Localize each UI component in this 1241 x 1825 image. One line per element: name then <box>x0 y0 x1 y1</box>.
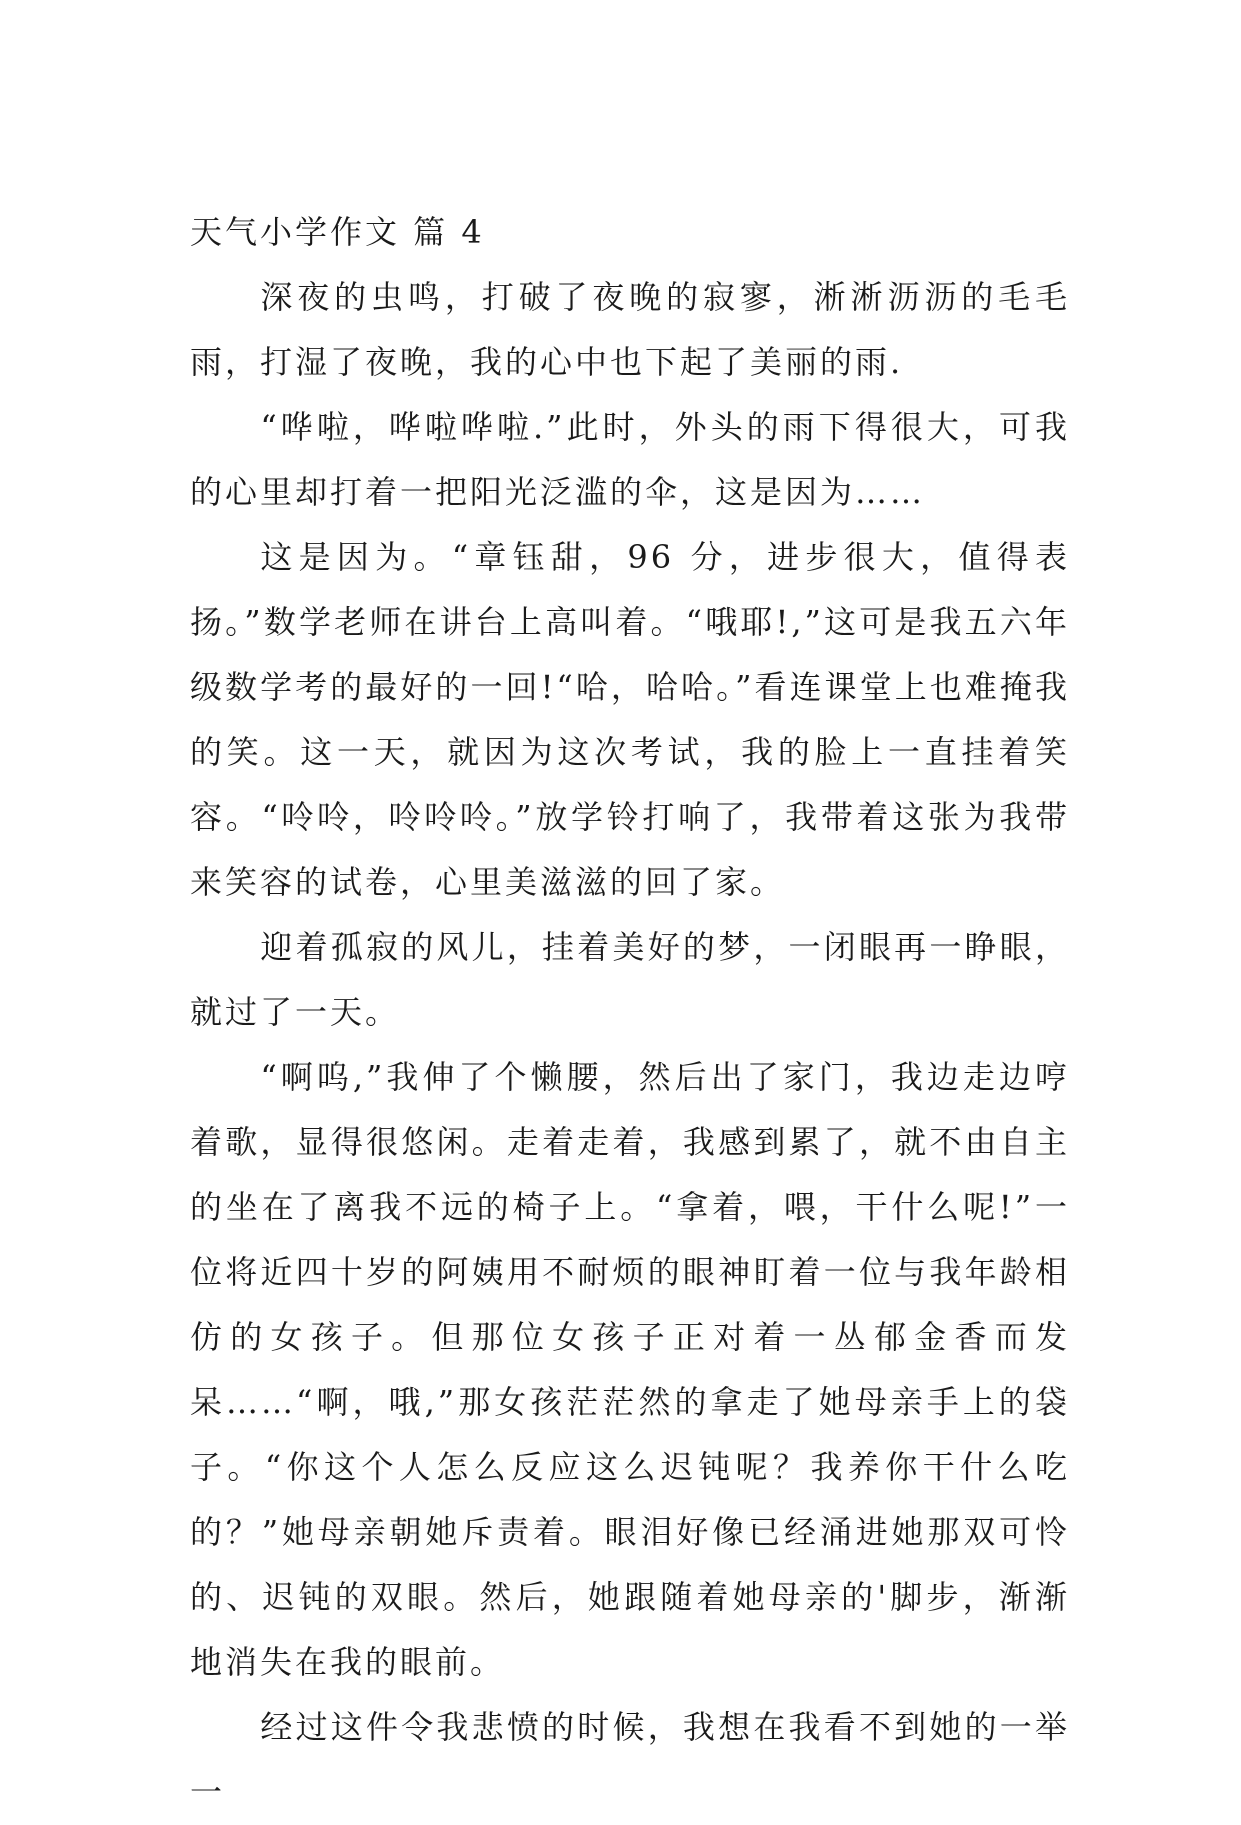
document-body <box>190 200 1070 1825</box>
paragraph: 经过这件令我悲愤的时候，我想在我看不到她的一举一 <box>190 1708 1070 1811</box>
paragraph: 这是因为。“章钰甜，96 分，进步很大，值得表扬。”数学老师在讲台上高叫着。“哦耶!,”这可是我五六年级数学考的最好的一回!“哈，哈哈。”看连课堂上也难掩我的笑。这一天，就因为这次考试，我的脸上一直挂着笑容。“呤呤，呤呤呤。”放学铃打响了，我带着这张为我带来笑容的试卷，心里美滋滋的回了家。 <box>190 538 1070 901</box>
document-title: 天气小学作文 篇 4 <box>190 213 485 251</box>
paragraph: “哗啦，哗啦哗啦.”此时，外头的雨下得很大，可我的心里却打着一把阳光泛滥的伞，这是因为…… <box>190 408 1070 511</box>
paragraph: 迎着孤寂的风儿，挂着美好的梦，一闭眼再一睁眼，就过了一天。 <box>190 928 1070 1031</box>
paragraph: “啊呜,”我伸了个懒腰，然后出了家门，我边走边哼着歌，显得很悠闲。走着走着，我感到累了，就不由自主的坐在了离我不远的椅子上。“拿着，喂，干什么呢!”一位将近四十岁的阿姨用不耐烦的眼神盯着一位与我年龄相仿的女孩子。但那位女孩子正对着一丛郁金香而发呆……“啊，哦,”那女孩茫茫然的拿走了她母亲手上的袋子。“你这个人怎么反应这么迟钝呢？我养你干什么吃的？”她母亲朝她斥责着。眼泪好像已经涌进她那双可怜的、迟钝的双眼。然后，她跟随着她母亲的'脚步，渐渐地消失在我的眼前。 <box>190 1058 1070 1681</box>
paragraph: 深夜的虫鸣，打破了夜晚的寂寥，淅淅沥沥的毛毛雨，打湿了夜晚，我的心中也下起了美丽的雨. <box>190 278 1070 381</box>
